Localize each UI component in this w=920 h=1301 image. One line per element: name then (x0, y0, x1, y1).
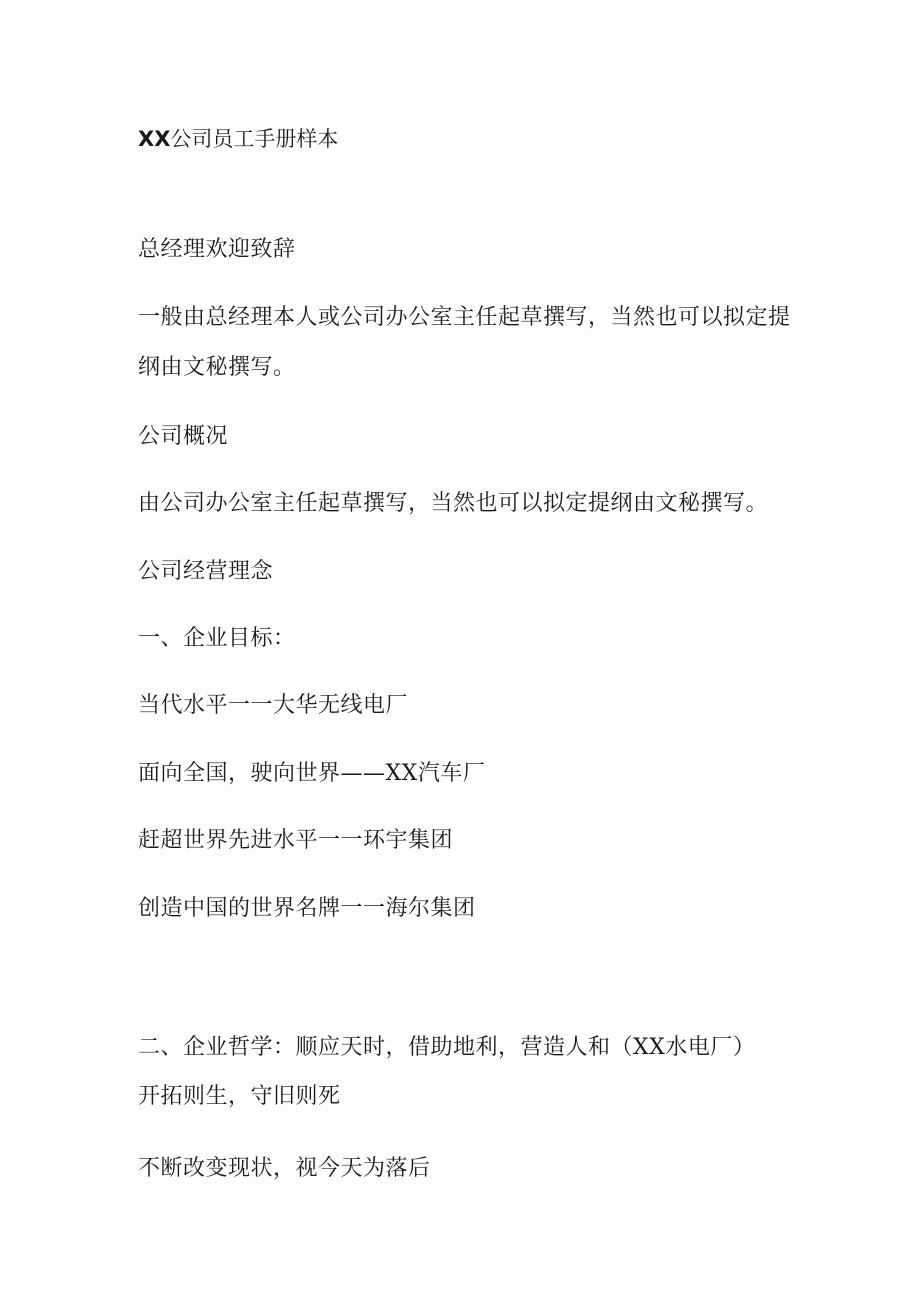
goal-item: 赶超世界先进水平一一环宇集团 (138, 828, 454, 853)
title-prefix: XX (138, 127, 171, 151)
paragraph-company-overview: 由公司办公室主任起草撰写，当然也可以拟定提纲由文秘撰写。 (138, 491, 769, 516)
philosophy-item: 开拓则生，守旧则死 (138, 1084, 341, 1109)
philosophy-item: 不断改变现状，视今天为落后 (138, 1156, 431, 1181)
paragraph-gm-welcome-line-2: 纲由文秘撰写。 (138, 355, 296, 380)
title-text: 公司员工手册样本 (170, 127, 339, 151)
heading-business-philosophy: 公司经营理念 (138, 559, 274, 584)
goal-item: 创造中国的世界名牌一一海尔集团 (138, 896, 476, 921)
paragraph-gm-welcome-line-1: 一般由总经理本人或公司办公室主任起草撰写，当然也可以拟定提 (138, 305, 791, 330)
section-enterprise-goals: 一、企业目标： (138, 626, 296, 651)
section-enterprise-philosophy: 二、企业哲学：顺应天时，借助地利，营造人和（XX水电厂） (138, 1035, 756, 1060)
document-title (138, 124, 338, 154)
goal-item: 面向全国，驶向世界——XX汽车厂 (138, 761, 486, 786)
heading-gm-welcome: 总经理欢迎致辞 (138, 237, 296, 262)
goal-item: 当代水平一一大华无线电厂 (138, 693, 409, 718)
heading-company-overview: 公司概况 (138, 424, 229, 449)
